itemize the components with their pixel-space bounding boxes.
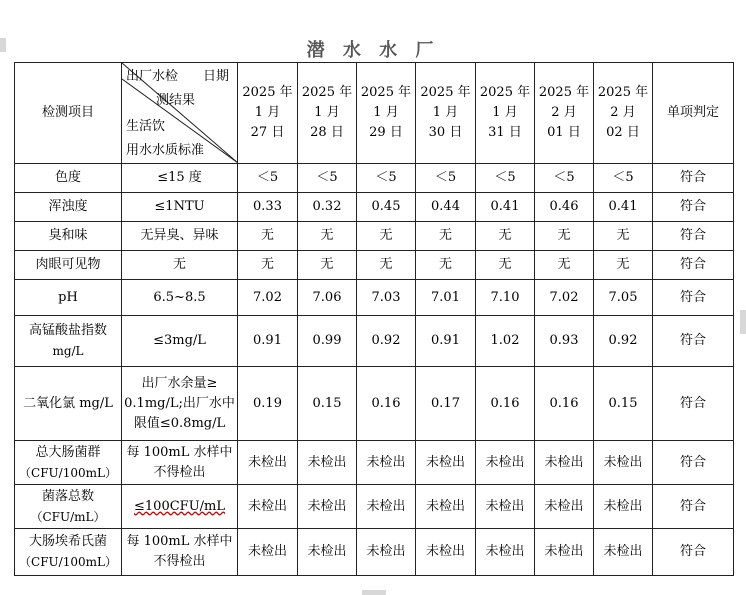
table-row bbox=[15, 367, 734, 441]
judgement-cell: 符合 bbox=[653, 280, 734, 316]
standard-cell bbox=[122, 367, 238, 441]
judgement-cell: 符合 bbox=[653, 164, 734, 193]
result-value-cell: 0.91 bbox=[238, 316, 298, 367]
test-item-text: 二氧化氯 mg/L bbox=[23, 395, 113, 411]
result-value-cell: 未检出 bbox=[298, 441, 357, 485]
result-value-cell: ＜5 bbox=[535, 164, 594, 193]
test-item-text: （CFU/mL） bbox=[30, 509, 106, 524]
test-item-cell bbox=[15, 441, 122, 485]
test-item-text: 浑浊度 bbox=[48, 199, 88, 214]
result-value-cell: 0.19 bbox=[238, 367, 298, 441]
result-value-cell: 0.92 bbox=[594, 316, 653, 367]
result-value-cell: 7.03 bbox=[357, 280, 416, 316]
result-value-cell: 0.17 bbox=[416, 367, 476, 441]
standard-cell bbox=[122, 222, 238, 251]
result-value-cell: 7.06 bbox=[298, 280, 357, 316]
test-item-text: 总大肠菌群 bbox=[35, 444, 101, 460]
result-value-cell: 0.41 bbox=[594, 193, 653, 222]
table-body bbox=[15, 164, 734, 576]
result-value-cell: 未检出 bbox=[298, 485, 357, 529]
result-value-cell: 无 bbox=[594, 222, 653, 251]
result-value-cell: 无 bbox=[476, 251, 535, 280]
result-value-cell: ＜5 bbox=[357, 164, 416, 193]
result-value-cell: 0.93 bbox=[535, 316, 594, 367]
result-value-cell: 未检出 bbox=[238, 485, 298, 529]
result-value-cell: 无 bbox=[416, 222, 476, 251]
result-value-cell: 无 bbox=[535, 251, 594, 280]
table-row bbox=[15, 251, 734, 280]
standard-text: 无异臭、异味 bbox=[140, 228, 219, 243]
table-row bbox=[15, 316, 734, 367]
result-value-cell: 未检出 bbox=[476, 529, 535, 576]
test-item-text: 色度 bbox=[54, 170, 81, 185]
standard-cell bbox=[122, 316, 238, 367]
result-value-cell: 0.16 bbox=[535, 367, 594, 441]
test-item-text: 菌落总数 bbox=[41, 488, 94, 504]
test-item-text: mg/L bbox=[52, 344, 84, 358]
table-row bbox=[15, 164, 734, 193]
result-value-cell: 无 bbox=[238, 251, 298, 280]
result-value-cell: 0.32 bbox=[298, 193, 357, 222]
standard-text: 限值≤0.8mg/L bbox=[133, 415, 226, 431]
result-value-cell: ＜5 bbox=[476, 164, 535, 193]
result-value-cell: 0.16 bbox=[476, 367, 535, 441]
result-value-cell: 无 bbox=[594, 251, 653, 280]
result-value-cell: 无 bbox=[416, 251, 476, 280]
diag-text-standard-2: 用水水质标准 bbox=[126, 143, 205, 158]
table-row bbox=[15, 441, 734, 485]
result-value-cell: 未检出 bbox=[357, 529, 416, 576]
test-item-cell bbox=[15, 251, 122, 280]
diag-text-result-1: 出厂水检 bbox=[126, 69, 179, 84]
result-value-cell: 未检出 bbox=[416, 485, 476, 529]
standard-text: ≤15 度 bbox=[157, 170, 202, 185]
result-value-cell: 未检出 bbox=[357, 485, 416, 529]
result-value-cell: 未检出 bbox=[535, 441, 594, 485]
header-row bbox=[15, 63, 734, 164]
date-header-cell: 2025 年 2 月 01 日 bbox=[535, 63, 594, 164]
standard-cell bbox=[122, 441, 238, 485]
date-header-cell: 2025 年 1 月 31 日 bbox=[476, 63, 535, 164]
result-value-cell: 未检出 bbox=[357, 441, 416, 485]
test-item-cell bbox=[15, 280, 122, 316]
result-value-cell: 无 bbox=[535, 222, 594, 251]
test-item-cell bbox=[15, 164, 122, 193]
result-value-cell: 未检出 bbox=[594, 441, 653, 485]
result-value-cell: 7.02 bbox=[238, 280, 298, 316]
standard-text: 每 100mL 水样中 bbox=[126, 534, 233, 549]
test-item-cell bbox=[15, 316, 122, 367]
result-value-cell: 未检出 bbox=[298, 529, 357, 576]
result-value-cell: 0.91 bbox=[416, 316, 476, 367]
standard-cell bbox=[122, 193, 238, 222]
standard-text: ≤1NTU bbox=[154, 199, 205, 214]
result-value-cell: 无 bbox=[357, 222, 416, 251]
result-value-cell: 0.99 bbox=[298, 316, 357, 367]
test-item-text: 肉眼可见物 bbox=[35, 257, 101, 272]
judgement-cell: 符合 bbox=[653, 485, 734, 529]
standard-text: 0.1mg/L;出厂水中 bbox=[124, 395, 235, 411]
test-item-cell bbox=[15, 193, 122, 222]
result-value-cell: 0.44 bbox=[416, 193, 476, 222]
result-value-cell: 0.16 bbox=[357, 367, 416, 441]
diagonal-header-cell bbox=[122, 63, 238, 164]
result-value-cell: 0.15 bbox=[298, 367, 357, 441]
standard-text: 出厂水余量≥ bbox=[141, 375, 218, 391]
standard-text: 每 100mL 水样中 bbox=[126, 444, 233, 460]
test-item-cell bbox=[15, 485, 122, 529]
table-row bbox=[15, 280, 734, 316]
result-value-cell: 1.02 bbox=[476, 316, 535, 367]
result-value-cell: ＜5 bbox=[298, 164, 357, 193]
test-item-cell bbox=[15, 222, 122, 251]
standard-text: 不得检出 bbox=[153, 554, 206, 569]
result-value-cell: 无 bbox=[238, 222, 298, 251]
diag-text-result-2: 测结果 bbox=[156, 93, 196, 108]
test-item-text: 臭和味 bbox=[48, 228, 88, 243]
result-value-cell: 未检出 bbox=[238, 529, 298, 576]
judgement-cell: 符合 bbox=[653, 441, 734, 485]
result-value-cell: 7.01 bbox=[416, 280, 476, 316]
judgement-cell: 符合 bbox=[653, 316, 734, 367]
result-value-cell: 无 bbox=[357, 251, 416, 280]
date-header-cell: 2025 年 1 月 30 日 bbox=[416, 63, 476, 164]
page-edge-mark-bottom bbox=[362, 590, 386, 595]
result-value-cell: 0.41 bbox=[476, 193, 535, 222]
result-value-cell: ＜5 bbox=[594, 164, 653, 193]
result-value-cell: 未检出 bbox=[476, 485, 535, 529]
diag-text-standard-1: 生活饮 bbox=[126, 119, 166, 134]
table-row bbox=[15, 529, 734, 576]
result-value-cell: 未检出 bbox=[535, 529, 594, 576]
standard-cell bbox=[122, 529, 238, 576]
header-item-label: 检测项目 bbox=[15, 63, 122, 164]
date-header-cell: 2025 年 1 月 27 日 bbox=[238, 63, 298, 164]
result-value-cell: 7.02 bbox=[535, 280, 594, 316]
result-value-cell: 未检出 bbox=[238, 441, 298, 485]
date-header-cell: 2025 年 2 月 02 日 bbox=[594, 63, 653, 164]
result-value-cell: 未检出 bbox=[594, 485, 653, 529]
judgement-cell: 符合 bbox=[653, 529, 734, 576]
result-value-cell: ＜5 bbox=[238, 164, 298, 193]
result-value-cell: 无 bbox=[298, 222, 357, 251]
judgement-cell: 符合 bbox=[653, 193, 734, 222]
result-value-cell: 未检出 bbox=[535, 485, 594, 529]
test-item-text: 大肠埃希氏菌 bbox=[28, 534, 107, 549]
standard-text: 不得检出 bbox=[153, 464, 206, 480]
header-judgement-label: 单项判定 bbox=[653, 63, 734, 164]
water-quality-table bbox=[14, 62, 734, 576]
result-value-cell: 7.05 bbox=[594, 280, 653, 316]
standard-cell bbox=[122, 485, 238, 529]
standard-text: ≤3mg/L bbox=[153, 333, 206, 348]
table-row bbox=[15, 193, 734, 222]
result-value-cell: 无 bbox=[298, 251, 357, 280]
result-value-cell: 0.33 bbox=[238, 193, 298, 222]
result-value-cell: ＜5 bbox=[416, 164, 476, 193]
judgement-cell: 符合 bbox=[653, 251, 734, 280]
table-row bbox=[15, 485, 734, 529]
standard-cell bbox=[122, 164, 238, 193]
page-title: 潜 水 水 厂 bbox=[306, 40, 440, 61]
result-value-cell: 无 bbox=[476, 222, 535, 251]
diag-text-date: 日期 bbox=[202, 69, 229, 84]
date-header-cell: 2025 年 1 月 29 日 bbox=[357, 63, 416, 164]
date-header-cell: 2025 年 1 月 28 日 bbox=[298, 63, 357, 164]
result-value-cell: 0.92 bbox=[357, 316, 416, 367]
judgement-cell: 符合 bbox=[653, 367, 734, 441]
result-value-cell: 0.45 bbox=[357, 193, 416, 222]
result-value-cell: 未检出 bbox=[416, 441, 476, 485]
table-row bbox=[15, 222, 734, 251]
test-item-text: 高锰酸盐指数 bbox=[28, 323, 107, 338]
test-item-cell bbox=[15, 529, 122, 576]
standard-cell bbox=[122, 280, 238, 316]
test-item-text: （CFU/100mL） bbox=[19, 555, 117, 569]
result-value-cell: 0.46 bbox=[535, 193, 594, 222]
result-value-cell: 未检出 bbox=[594, 529, 653, 576]
standard-text: 6.5~8.5 bbox=[153, 289, 206, 305]
test-item-text: pH bbox=[58, 289, 78, 305]
judgement-cell: 符合 bbox=[653, 222, 734, 251]
standard-text: 无 bbox=[172, 257, 186, 272]
result-value-cell: 未检出 bbox=[476, 441, 535, 485]
test-item-text: （CFU/100mL） bbox=[19, 465, 117, 480]
standard-text: ≤100CFU/mL bbox=[134, 498, 225, 514]
page-edge-mark-right bbox=[740, 310, 746, 334]
standard-cell bbox=[122, 251, 238, 280]
result-value-cell: 未检出 bbox=[416, 529, 476, 576]
result-value-cell: 7.10 bbox=[476, 280, 535, 316]
test-item-cell bbox=[15, 367, 122, 441]
result-value-cell: 0.15 bbox=[594, 367, 653, 441]
